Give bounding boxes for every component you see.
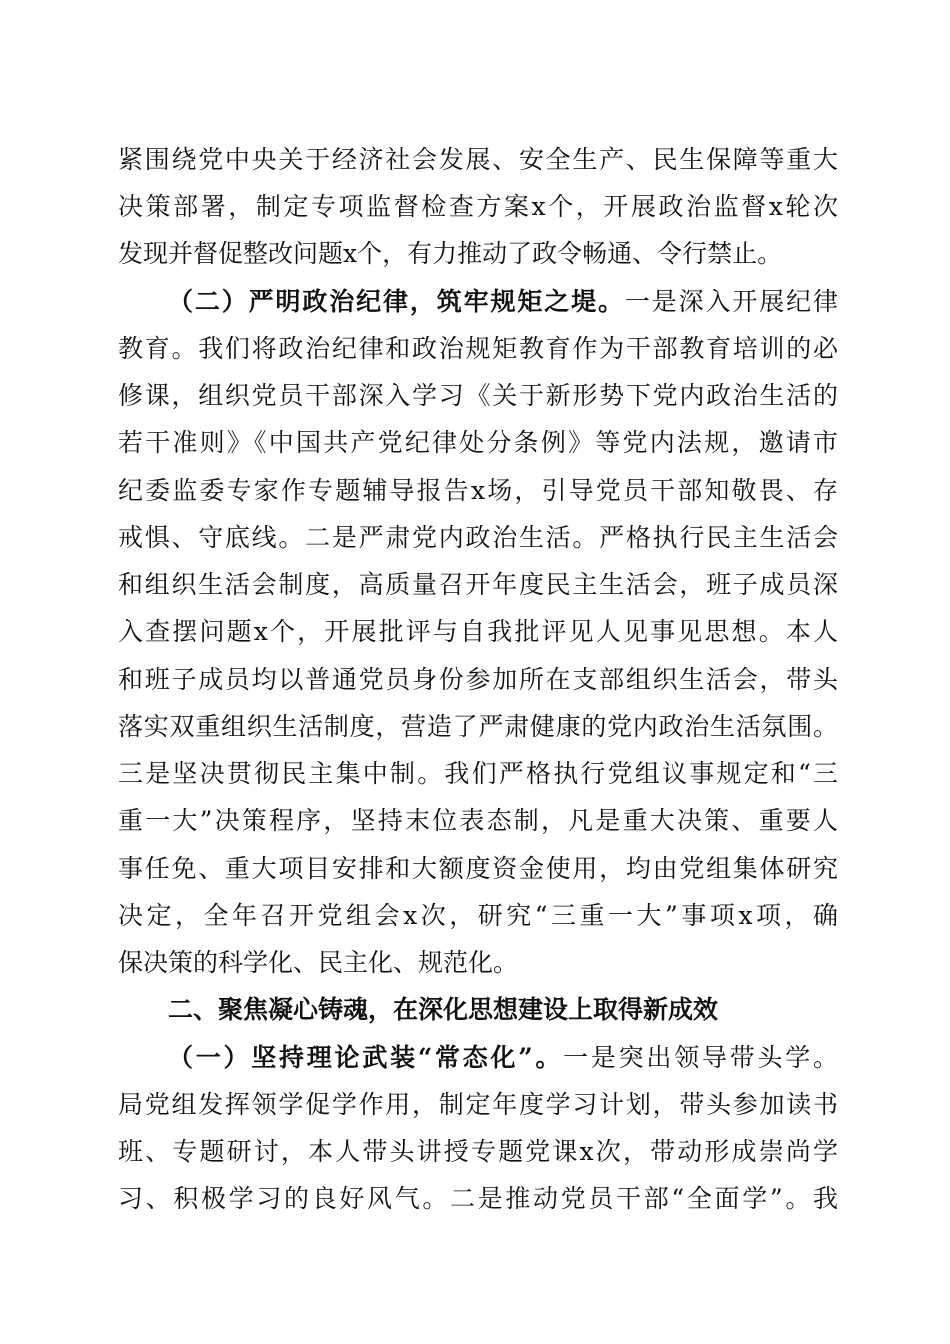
section-heading: 二、聚焦凝心铸魂，在深化思想建设上取得新成效 (168, 995, 719, 1024)
text-line: 和班子成员均以普通党员身份参加所在支部组织生活会，带头 (118, 665, 838, 694)
text-line: 发现并督促整改问题x个，有力推动了政令畅通、令行禁止。 (118, 239, 783, 268)
text-line: 三是坚决贯彻民主集中制。我们严格执行党组议事规定和“三 (118, 759, 838, 788)
paragraph-title: （一）坚持理论武装“常态化”。 (168, 1043, 564, 1072)
paragraph-first-line (168, 1043, 838, 1073)
text-line: 局党组发挥领学促学作用，制定年度学习计划，带头参加读书 (118, 1090, 838, 1119)
text-line: 教育。我们将政治纪律和政治规矩教育作为干部教育培训的必 (118, 334, 838, 363)
text-line: 紧围绕党中央关于经济社会发展、安全生产、民生保障等重大 (118, 145, 838, 174)
paragraph-text: 一是突出领导带头学。 (563, 1043, 838, 1072)
text-line: 纪委监委专家作专题辅导报告x场，引导党员干部知敬畏、存 (118, 476, 838, 505)
text-line: 戒惧、守底线。二是严肃党内政治生活。严格执行民主生活会 (118, 523, 838, 552)
text-line: 事任免、重大项目安排和大额度资金使用，均由党组集体研究 (118, 854, 838, 883)
text-line: 重一大”决策程序，坚持末位表态制，凡是重大决策、重要人 (118, 806, 838, 835)
paragraph-title: （二）严明政治纪律，筑牢规矩之堤。 (168, 287, 625, 316)
text-line: 习、积极学习的良好风气。二是推动党员干部“全面学”。我 (118, 1184, 838, 1213)
text-line: 保决策的科学化、民主化、规范化。 (118, 948, 519, 977)
text-line: 决定，全年召开党组会x次，研究“三重一大”事项x项，确 (118, 901, 838, 930)
text-line: 入查摆问题x个，开展批评与自我批评见人见事见思想。本人 (118, 617, 838, 646)
paragraph-first-line (168, 287, 838, 317)
text-line: 若干准则》《中国共产党纪律处分条例》等党内法规，邀请市 (118, 428, 838, 457)
text-line: 班、专题研讨，本人带头讲授专题党课x次，带动形成崇尚学 (118, 1137, 838, 1166)
text-line: 落实双重组织生活制度，营造了严肃健康的党内政治生活氛围。 (118, 712, 838, 741)
text-line: 决策部署，制定专项监督检查方案x个，开展政治监督x轮次 (118, 192, 838, 221)
text-line: 和组织生活会制度，高质量召开年度民主生活会，班子成员深 (118, 570, 838, 599)
text-line: 修课，组织党员干部深入学习《关于新形势下党内政治生活的 (118, 381, 838, 410)
paragraph-text: 一是深入开展纪律 (624, 287, 838, 316)
